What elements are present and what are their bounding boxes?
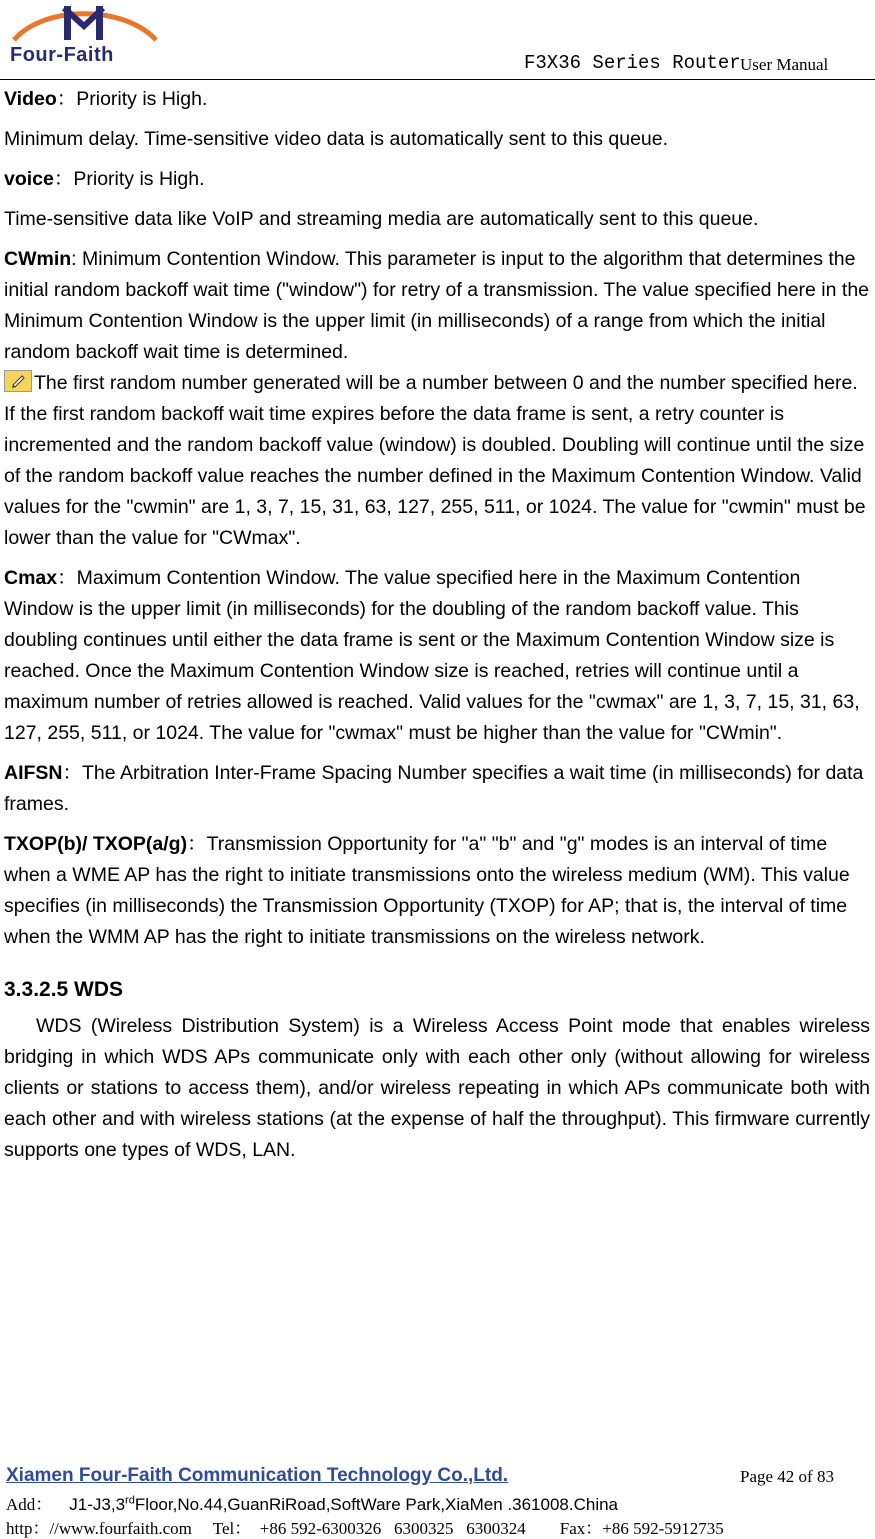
txop-paragraph: [4, 829, 870, 953]
section-heading-wds: 3.3.2.5 WDS: [4, 978, 124, 1001]
txop-label: TXOP(b)/ TXOP(a/g): [4, 833, 188, 855]
voice-label: voice: [4, 168, 54, 190]
footer-address: [6, 1490, 618, 1515]
cmax-label: Cmax: [4, 567, 58, 589]
header-divider: [0, 79, 875, 80]
wds-paragraph: WDS (Wireless Distribution System) is a Wireless Access Point mode that enables wireless bridging in which WDS APs communicate only with each other only (without allowing for wireless clients or stations to access them), and/or wireless repeating in which APs communicate both with each other and with wireless stations (at the expense of half the throughput). This firmware currently supports one types of WDS, LAN.: [4, 1015, 870, 1161]
aifsn-paragraph: [4, 758, 870, 820]
footer-company-link[interactable]: Xiamen Four-Faith Communication Technology Co.,Ltd.: [6, 1465, 509, 1486]
logo-emblem-icon: [4, 0, 164, 46]
four-faith-logo: [4, 0, 164, 72]
cmax-text: ：Maximum Contention Window. The value specified here in the Maximum Contention Window is the upper limit (in milliseconds) for the doubling of the random backoff value. This doubling continues until either the data frame is sent or the Maximum Contention Window size is reached. Once the Maximum Contention Window size is reached, retries will continue until a maximum number of retries allowed is reached. Valid values for the "cwmax" are 1, 3, 7, 15, 31, 63, 127, 255, 511, or 1024. The value for "cwmax" must be higher than the value for "CWmin".: [4, 567, 860, 744]
address-pre: J1-J3,3: [69, 1495, 126, 1514]
aifsn-label: AIFSN: [4, 762, 63, 784]
video-label: Video: [4, 88, 57, 110]
txop-text: ：Transmission Opportunity for "a" "b" and "g" modes is an interval of time when a WME AP has the right to initiate transmissions onto the wireless medium (WM). This value specifies (in milliseconds) the Transmission Opportunity (TXOP) for AP; that is, the interval of time when the WMM AP has the right to initiate transmissions on the wireless network.: [4, 833, 850, 948]
address-label: Add：: [6, 1495, 53, 1514]
page-content: [4, 84, 870, 1166]
cwmin-text: : Minimum Contention Window. This parameter is input to the algorithm that determines the initial random backoff wait time ("window") for retry of a transmission. The value specified here in the Minimum Contention Window is the upper limit (in milliseconds) of a range from which the initial random backoff wait time is determined.: [4, 248, 870, 363]
voice-description: Time-sensitive data like VoIP and streaming media are automatically sent to this queue.: [4, 208, 759, 230]
cwmin-note: [4, 368, 870, 554]
page-header: [0, 0, 875, 82]
cmax-paragraph: [4, 563, 870, 749]
voice-line: [4, 164, 870, 195]
voice-text: ：Priority is High.: [53, 168, 205, 190]
video-line: [4, 84, 870, 115]
manual-title: F3X36 Series Router: [524, 52, 741, 74]
cwmin-note-text: The first random number generated will be a number between 0 and the number specified here. If the first random backoff wait time expires before the data frame is sent, a retry counter is incremented and the random backoff value (window) is doubled. Doubling will continue until the size of the random backoff value reaches the number defined in the Maximum Contention Window. Valid values for the "cwmin" are 1, 3, 7, 15, 31, 63, 127, 255, 511, or 1024. The value for "cwmin" must be lower than the value for "CWmax".: [4, 372, 866, 549]
video-text: ：Priority is High.: [56, 88, 208, 110]
cwmin-label: CWmin: [4, 248, 72, 270]
aifsn-text: ：The Arbitration Inter-Frame Spacing Number specifies a wait time (in milliseconds) for data frames.: [4, 762, 864, 815]
address-post: Floor,No.44,GuanRiRoad,SoftWare Park,XiaMen .361008.China: [134, 1495, 619, 1514]
page-number: Page 42 of 83: [740, 1467, 834, 1486]
address-sup: rd: [125, 1494, 135, 1507]
video-description: Minimum delay. Time-sensitive video data is automatically sent to this queue.: [4, 128, 669, 150]
logo-wordmark: Four-Faith: [10, 44, 114, 66]
cwmin-paragraph: [4, 244, 870, 368]
footer-contact: http：//www.fourfaith.com Tel： +86 592-6300326 6300325 6300324 Fax：+86 592-5912735: [6, 1519, 724, 1538]
note-icon: [4, 370, 32, 392]
manual-subtitle: User Manual: [740, 55, 829, 74]
